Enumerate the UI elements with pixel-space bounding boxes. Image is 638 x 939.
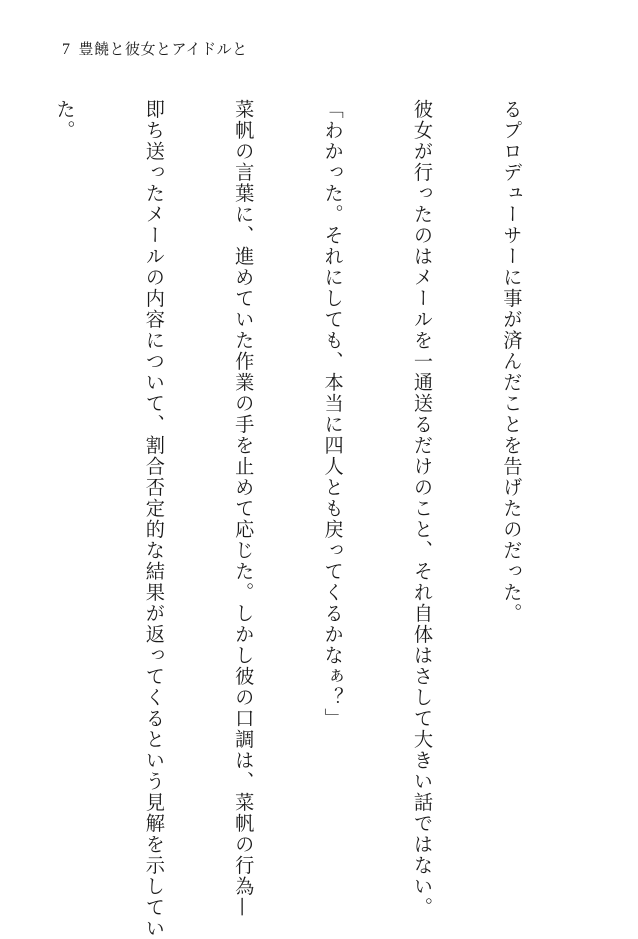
body-line: 彼女が行ったのはメールを一通送るだけのこと、それ自体はさして大きい話ではない。 <box>411 99 435 918</box>
body-line: た。 <box>53 99 77 141</box>
vertical-body-text <box>53 99 586 939</box>
body-line: るプロデューサーに事が済んだことを告げたのだった。 <box>500 99 524 624</box>
page-number: 7 <box>62 41 71 58</box>
book-title: 豊饒と彼女とアイドルと <box>78 40 248 58</box>
body-line: 菜帆の言葉に、進めていた作業の手を止めて応じた。しかし彼の口調は、菜帆の行為— <box>232 99 256 918</box>
body-line: 即ち送ったメールの内容について、割合否定的な結果が返ってくるという見解を示してい <box>142 99 166 939</box>
running-header <box>62 42 248 58</box>
body-line: 「わかった。それにしても、本当に四人とも戻ってくるかなぁ？」 <box>321 99 345 729</box>
